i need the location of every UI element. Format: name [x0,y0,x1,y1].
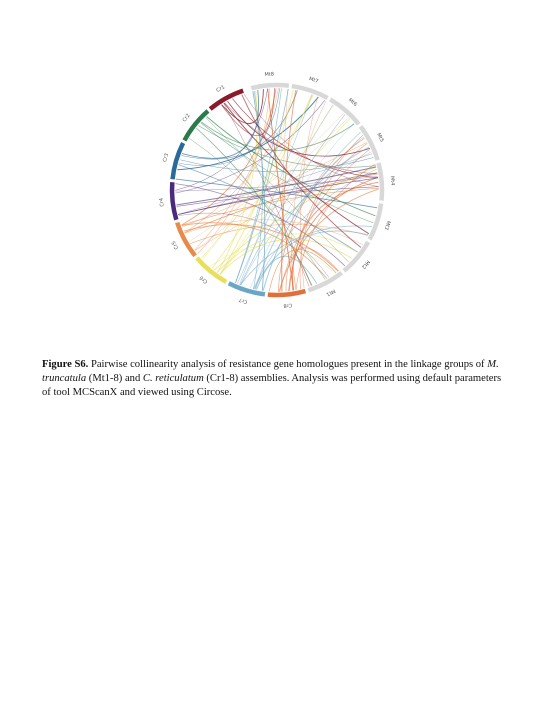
collinearity-link [268,89,294,291]
segment-cr8 [268,291,306,295]
caption-text-1: Pairwise collinearity analysis of resistance gene homologues present in the linkage groups of [88,358,488,370]
segment-label-cr3: Cr3 [162,152,171,163]
segment-label-cr6: Cr6 [198,274,210,285]
segment-mt1 [308,273,341,291]
circos-figure [0,0,540,340]
segment-label-cr8: Cr8 [283,301,293,309]
caption-species-1: M. truncatula [42,358,499,384]
collinearity-link [175,89,267,191]
segment-label-cr5: Cr5 [170,239,181,251]
segment-label-mt5: Mt5 [375,132,385,144]
segment-label-cr4: Cr4 [158,197,166,207]
segment-label-mt3: Mt3 [382,219,392,231]
segment-mt3 [370,203,381,239]
segment-label-mt7: Mt7 [308,76,320,85]
segment-label-mt1: Mt1 [325,287,337,298]
segment-cr4 [172,182,176,220]
segment-label-cr1: Cr1 [215,84,227,94]
segment-label-mt6: Mt6 [346,97,358,108]
segment-label-cr7: Cr7 [238,296,249,305]
segment-mt4 [378,163,382,201]
segment-label-mt8: Mt8 [264,71,275,79]
segment-label-mt4: Mt4 [388,175,396,186]
caption-label: Figure S6. [42,358,89,370]
segment-cr7 [229,283,265,294]
segment-mt8 [251,85,289,88]
caption-text-2: (Mt1-8) and [86,372,143,384]
collinearity-link [255,147,369,289]
figure-caption [42,358,504,400]
circos-plot [0,0,540,340]
caption-species-2: C. reticulatum [142,372,204,384]
collinearity-link [225,103,378,174]
segment-label-cr2: Cr2 [181,112,192,124]
segment-label-mt2: Mt2 [360,258,371,270]
caption-text-3: (Cr1-8) assemblies. Analysis was performed using default parameters of tool MCScanX and viewed using Circose. [42,372,502,398]
segment-cr3 [173,143,184,179]
